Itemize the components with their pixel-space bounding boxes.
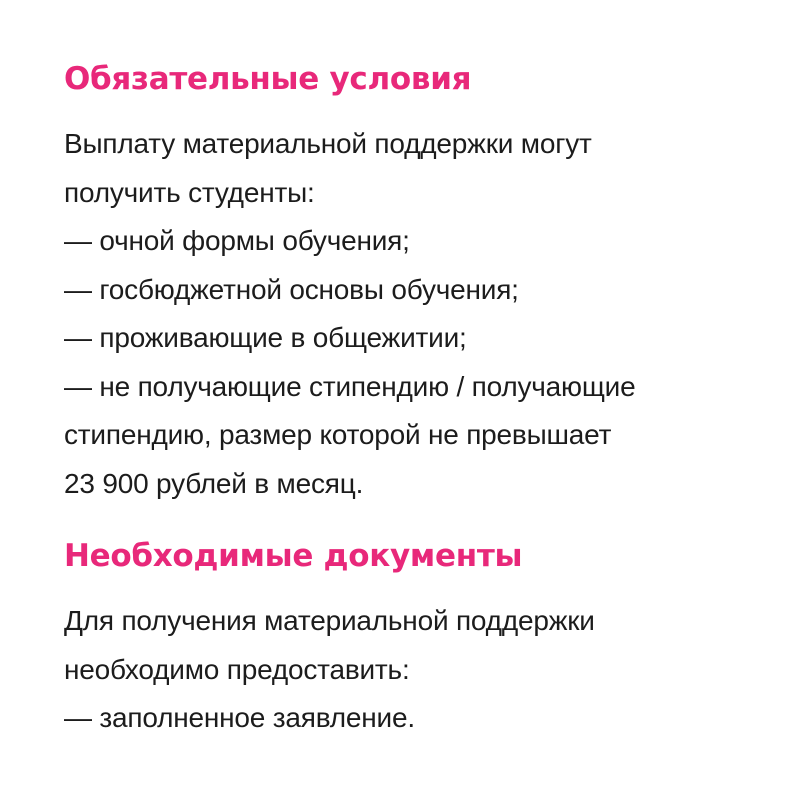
documents-text [64, 597, 754, 743]
list-item: — не получающие стипендию / получающие [64, 370, 636, 402]
text-line: необходимо предоставить: [64, 653, 410, 685]
list-item: — госбюджетной основы обучения; [64, 273, 519, 305]
text-line: Выплату материальной поддержки могут [64, 128, 592, 159]
section-title-documents: Необходимые документы [64, 538, 523, 574]
list-item: — проживающие в общежитии; [64, 322, 467, 353]
section-title-conditions: Обязательные условия [64, 61, 472, 97]
list-item: — очной формы обучения; [64, 225, 410, 256]
text-line: получить студенты: [64, 176, 315, 208]
list-item: — заполненное заявление. [64, 702, 415, 733]
section-required-conditions [64, 59, 754, 508]
text-line: стипендию, размер которой не превышает [64, 419, 612, 450]
conditions-text [64, 120, 754, 508]
section-required-documents [64, 536, 754, 743]
text-line: 23 900 рублей в месяц. [64, 467, 364, 499]
text-line: Для получения материальной поддержки [64, 605, 595, 636]
